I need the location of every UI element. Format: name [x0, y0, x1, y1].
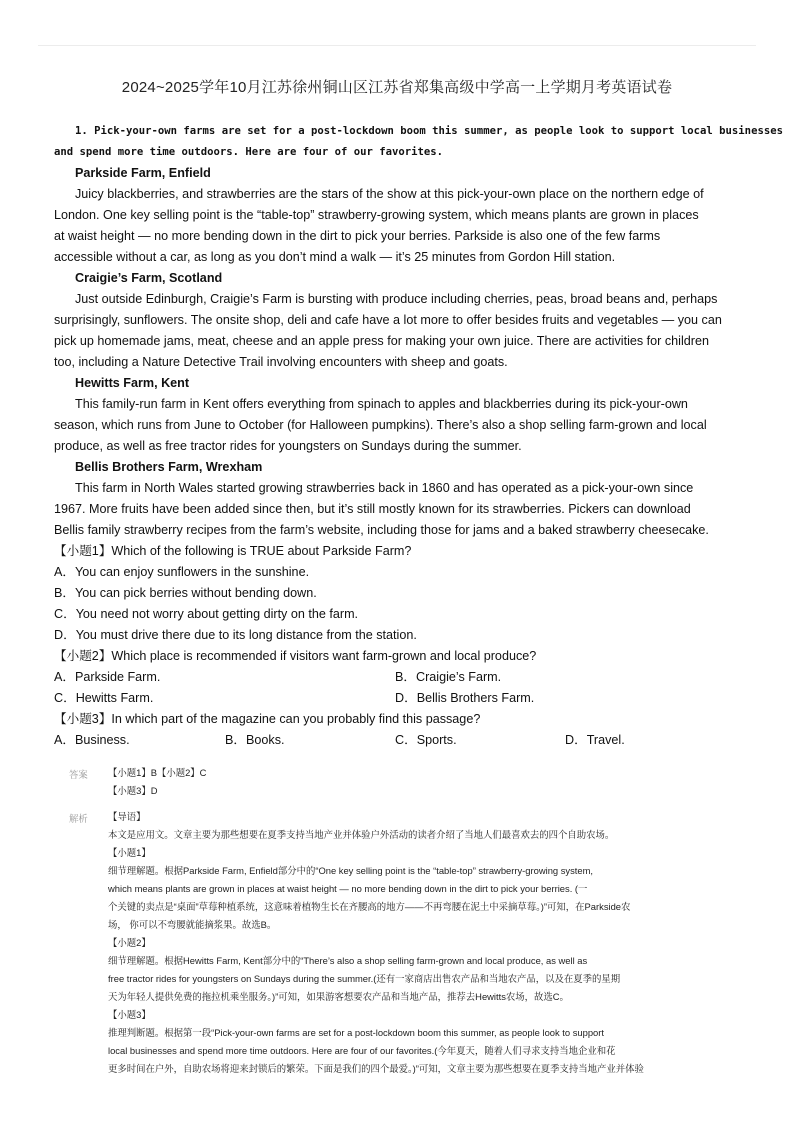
answer-line-1: 【小题1】B【小题2】C — [108, 767, 207, 778]
analysis-label: 解析 — [69, 813, 88, 824]
analysis-line: 【小题1】 — [108, 847, 151, 858]
analysis-line: 【小题2】 — [108, 937, 151, 948]
passage-line: This family-run farm in Kent offers everything from spinach to apples and blackberries during its pick-your-own — [75, 397, 688, 411]
passage-line: too, including a Nature Detective Trail involving encounters with sheep and goats. — [54, 355, 508, 369]
question-intro-line-2: and spend more time outdoors. Here are four of our favorites. — [54, 146, 444, 158]
sub-question-3-option-d: D．Travel. — [565, 733, 625, 747]
passage-line: at waist height — no more bending down in the dirt to pick your berries. Parkside is also one of the few farms — [54, 229, 661, 243]
analysis-line: which means plants are grown in places at waist height — no more bending down in the dirt to pick your berries. (一 — [108, 883, 588, 894]
sub-question-1-stem: 【小题1】Which of the following is TRUE about Parkside Farm? — [54, 544, 412, 558]
passage-line: produce, as well as free tractor rides for youngsters on Sundays during the summer. — [54, 439, 522, 453]
answer-line-2: 【小题3】D — [108, 785, 158, 796]
sub-question-3-option-c: C．Sports. — [395, 733, 457, 747]
farm-heading-hewitts: Hewitts Farm, Kent — [75, 376, 190, 390]
sub-question-1-option-b: B．You can pick berries without bending down. — [54, 586, 317, 600]
analysis-line: 【导语】 — [108, 811, 146, 822]
sub-question-1-option-c: C．You need not worry about getting dirty on the farm. — [54, 607, 359, 621]
farm-heading-parkside: Parkside Farm, Enfield — [75, 166, 211, 180]
analysis-line: local businesses and spend more time outdoors. Here are four of our favorites.(今年夏天，随着人们寻求支持当地企业和花 — [108, 1045, 616, 1056]
question-intro-line-1: 1. Pick-your-own farms are set for a post-lockdown boom this summer, as people look to support local businesses — [75, 125, 783, 137]
analysis-line: 场， 你可以不弯腰就能摘浆果。故选B。 — [108, 919, 277, 930]
analysis-line: 个关键的卖点是“桌面”草莓种植系统，这意味着植物生长在齐腰高的地方——不再弯腰在泥土中采摘草莓。)”可知，在Parkside农 — [108, 901, 631, 912]
passage-line: London. One key selling point is the “table-top” strawberry-growing system, which means plants are grown in places — [54, 208, 699, 222]
passage-line: surprisingly, sunflowers. The onsite shop, deli and cafe have a lot more to offer besides fruits and vegetables — you can — [54, 313, 722, 327]
passage-line: Juicy blackberries, and strawberries are the stars of the show at this pick-your-own place on the northern edge of — [75, 187, 704, 201]
passage-line: This farm in North Wales started growing strawberries back in 1860 and has operated as a pick-your-own since — [75, 481, 694, 495]
analysis-line: 细节理解题。根据Parkside Farm, Enfield部分中的“One key selling point is the “table-top” strawberry-growing system, — [108, 865, 594, 876]
sub-question-2-option-a: A．Parkside Farm. — [54, 670, 161, 684]
analysis-line: 更多时间在户外，自助农场将迎来封锁后的繁荣。下面是我们的四个最爱。)”可知，文章主要为那些想要在夏季支持当地产业并体验 — [108, 1063, 644, 1074]
sub-question-1-option-d: D．You must drive there due to its long distance from the station. — [54, 628, 417, 642]
top-divider — [38, 45, 756, 46]
passage-line: accessible without a car, as long as you don’t mind a walk — it’s 25 minutes from Gordon Hill station. — [54, 250, 616, 264]
analysis-line: 【小题3】 — [108, 1009, 151, 1020]
sub-question-2-stem: 【小题2】Which place is recommended if visitors want farm-grown and local produce? — [54, 649, 537, 663]
passage-line: Bellis family strawberry recipes from the farm’s website, including those for jams and a baked strawberry cheesecake. — [54, 523, 709, 537]
passage-line: Just outside Edinburgh, Craigie’s Farm is bursting with produce including cherries, peas, broad beans and, perhaps — [75, 292, 718, 306]
sub-question-3-option-a: A．Business. — [54, 733, 130, 747]
passage-line: season, which runs from June to October (for Halloween pumpkins). There’s also a shop selling farm-grown and local — [54, 418, 707, 432]
farm-heading-craigies: Craigie’s Farm, Scotland — [75, 271, 223, 285]
sub-question-1-option-a: A．You can enjoy sunflowers in the sunshine. — [54, 565, 310, 579]
page-title: 2024~2025学年10月江苏徐州铜山区江苏省郑集高级中学高一上学期月考英语试卷 — [121, 79, 673, 96]
sub-question-2-option-b: B．Craigie’s Farm. — [395, 670, 502, 684]
answer-label: 答案 — [69, 769, 88, 780]
analysis-line: free tractor rides for youngsters on Sundays during the summer.(还有一家商店出售农产品和当地农产品，以及在夏季的星期 — [108, 973, 621, 984]
sub-question-3-option-b: B．Books. — [225, 733, 285, 747]
sub-question-3-stem: 【小题3】In which part of the magazine can you probably find this passage? — [54, 712, 481, 726]
analysis-line: 天为年轻人提供免费的拖拉机乘坐服务。)”可知，如果游客想要农产品和当地产品，推荐去Hewitts农场，故选C。 — [108, 991, 569, 1002]
sub-question-2-option-d: D．Bellis Brothers Farm. — [395, 691, 535, 705]
sub-question-2-option-c: C．Hewitts Farm. — [54, 691, 154, 705]
analysis-line: 推理判断题。根据第一段“Pick-your-own farms are set for a post-lockdown boom this summer, as people look to support — [108, 1027, 605, 1038]
farm-heading-bellis: Bellis Brothers Farm, Wrexham — [75, 460, 263, 474]
passage-line: pick up homemade jams, meat, cheese and an apple press for making your own juice. There are activities for children — [54, 334, 709, 348]
analysis-line: 细节理解题。根据Hewitts Farm, Kent部分中的“There’s also a shop selling farm-grown and local produce, as well as — [108, 955, 588, 966]
analysis-line: 本文是应用文。文章主要为那些想要在夏季支持当地产业并体验户外活动的读者介绍了当地人们最喜欢去的四个自助农场。 — [108, 829, 615, 840]
passage-line: 1967. More fruits have been added since then, but it’s still mostly known for its strawberries. Pickers can download — [54, 502, 691, 516]
